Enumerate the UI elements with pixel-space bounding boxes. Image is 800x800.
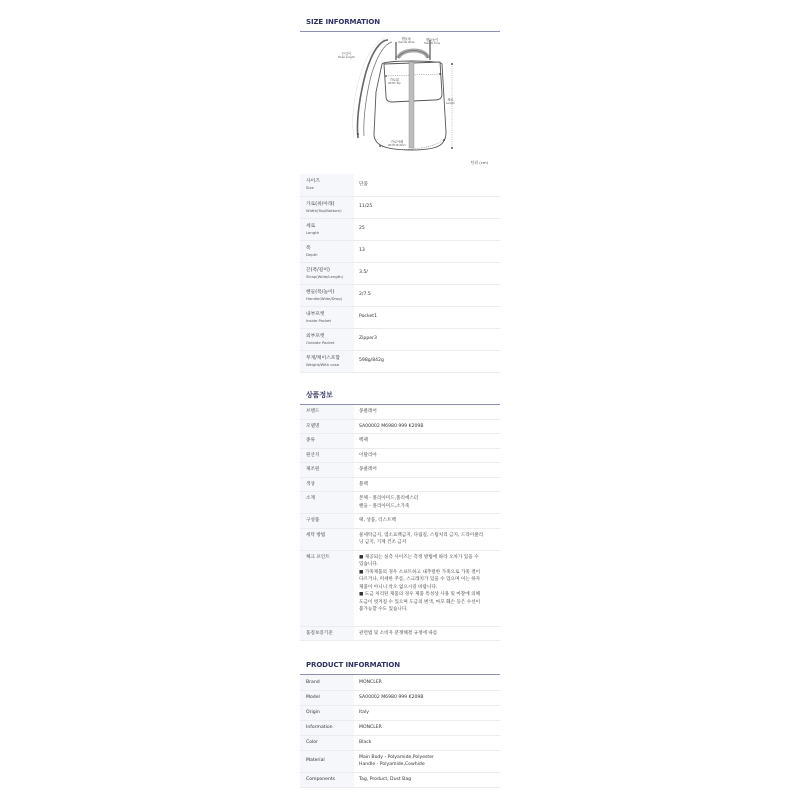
- row-value: ■ 제공되는 실측 사이즈는 측정 방법에 따라 오차가 있을 수 있습니다. ■ 가죽제품의 경우 소프트하고 내추럴한 가죽으로 가죽 결이 다르거나, 미세한 주름, 스크래치가 있을 수 있으며 이는 하자 제품이 아니니 착오 없으시길 바랍니다. ■ 도금 처리된 제품의 경우 제품 특성상 사용 및 마찰에 의해 도금이 벗겨질 수 있으며 도금의 변색, 마모 훼손 등은 수선이 불가능할 수도 있습니다.: [354, 550, 500, 626]
- row-label: 원산지: [300, 448, 354, 463]
- row-value: 백팩: [354, 434, 500, 449]
- table-row: [300, 772, 500, 787]
- table-row: [300, 405, 500, 420]
- row-label: 색상: [300, 477, 354, 492]
- row-value: Tag, Product, Dust Bag: [354, 772, 500, 787]
- row-label: 외부포켓: [306, 333, 325, 339]
- table-row: [300, 240, 500, 262]
- row-label: 사이즈: [306, 179, 320, 185]
- row-value: 11/25: [354, 196, 500, 218]
- width-top-label: 가로위 Width Top: [388, 78, 401, 85]
- table-row: [300, 284, 500, 306]
- row-label: 폭: [306, 245, 311, 251]
- kr-product-info-table: [300, 405, 500, 642]
- row-value: 13: [354, 240, 500, 262]
- handle-drop-label: 핸들높이 Handle Drop: [424, 38, 441, 45]
- row-label: 제조원: [300, 463, 354, 478]
- row-label: Color: [300, 735, 354, 750]
- row-label: 내부포켓: [306, 311, 325, 317]
- row-value: 물세탁금지, 염소표백금지, 다림질, 스팀처리 금지, 드라이클리 닝 금지, 기계 건조 금지: [354, 528, 500, 550]
- row-label: 브랜드: [300, 405, 354, 420]
- row-label: 핸들(폭/높이): [306, 289, 335, 295]
- row-value: 2/7.5: [354, 284, 500, 306]
- row-value: Zipper3: [354, 328, 500, 350]
- row-value: 몽클레어: [354, 405, 500, 420]
- row-value: 블랙: [354, 477, 500, 492]
- row-value: 3.5/: [354, 262, 500, 284]
- row-value: 이탈리아: [354, 448, 500, 463]
- strap-length-label: 끈길이 Strap Length: [338, 52, 355, 59]
- size-table: [300, 174, 500, 373]
- table-row: [300, 477, 500, 492]
- table-row: [300, 262, 500, 284]
- table-row: [300, 463, 500, 478]
- unit-label: 단위 (cm): [470, 160, 488, 165]
- row-label: 끈(폭/길이): [306, 267, 330, 273]
- row-label-en: Outside Pocket: [306, 339, 335, 345]
- row-label: Components: [300, 772, 354, 787]
- row-label: Model: [300, 690, 354, 705]
- kr-product-info-heading: 상품정보: [306, 390, 333, 399]
- row-value: MONCLER: [354, 720, 500, 735]
- row-label-en: Handle(Wide/Drop): [306, 295, 343, 301]
- row-value: 택, 상품, 더스트백: [354, 514, 500, 529]
- table-row: [300, 218, 500, 240]
- row-label-en: Size: [306, 185, 314, 191]
- row-label: 세로: [306, 223, 316, 229]
- table-row: [300, 735, 500, 750]
- handle-wide-label: 핸들폭 Handle Wide: [398, 37, 415, 44]
- table-row: [300, 690, 500, 705]
- table-row: [300, 448, 500, 463]
- table-row: [300, 528, 500, 550]
- table-row: [300, 434, 500, 449]
- table-row: [300, 626, 500, 641]
- table-row: [300, 514, 500, 529]
- table-row: [300, 419, 500, 434]
- row-label: 가로(위/아래): [306, 201, 335, 207]
- row-value: Black: [354, 735, 500, 750]
- table-row: [300, 350, 500, 372]
- table-row: [300, 720, 500, 735]
- row-value: 몽클레어: [354, 463, 500, 478]
- row-value: 본체 - 폴리아미드,폴리에스터 핸들 - 폴리아미드,소가죽: [354, 492, 500, 514]
- row-label-en: Weight/With case: [306, 361, 340, 367]
- row-value: 관련법 및 소비자 분쟁해결 규정에 따름: [354, 626, 500, 641]
- row-value: Pocket1: [354, 306, 500, 328]
- row-label-en: Length: [306, 229, 320, 235]
- row-label: 종류: [300, 434, 354, 449]
- row-label: 구성품: [300, 514, 354, 529]
- table-row: [300, 705, 500, 720]
- table-row: [300, 492, 500, 514]
- product-detail-column: [300, 0, 500, 788]
- row-value: MONCLER: [354, 675, 500, 690]
- length-label: 세로 Length: [446, 98, 455, 105]
- row-label-en: Strap(Wide/Length): [306, 273, 344, 279]
- row-value: Italy: [354, 705, 500, 720]
- backpack-size-diagram: [300, 32, 500, 165]
- table-row: [300, 750, 500, 772]
- en-product-info-heading: PRODUCT INFORMATION: [306, 661, 401, 669]
- row-label: 무게/케이스포함: [306, 355, 341, 361]
- row-value: 598g/842g: [354, 350, 500, 372]
- row-label: Origin: [300, 705, 354, 720]
- size-info-heading: SIZE INFORMATION: [306, 18, 380, 26]
- row-label: Brand: [300, 675, 354, 690]
- table-row: [300, 306, 500, 328]
- en-product-info-table: [300, 675, 500, 788]
- width-bottom-label: 가로아래 Width Bottom: [388, 140, 406, 147]
- row-label: 세탁 방법: [300, 528, 354, 550]
- row-label: 품질보증기준: [300, 626, 354, 641]
- table-row: [300, 196, 500, 218]
- row-label: 체크 포인트: [300, 550, 354, 626]
- table-row: [300, 675, 500, 690]
- row-label-en: Depth: [306, 251, 318, 257]
- table-row: [300, 328, 500, 350]
- row-value: Main Body - Polyamide,Polyester Handle - Polyamide,Cowhide: [354, 750, 500, 772]
- row-label: 모델명: [300, 419, 354, 434]
- row-value: 25: [354, 218, 500, 240]
- row-value: 단품: [354, 174, 500, 196]
- table-row: [300, 174, 500, 196]
- row-value: SA00002 M6980 999 K209B: [354, 690, 500, 705]
- table-row: [300, 550, 500, 626]
- row-label: Material: [300, 750, 354, 772]
- row-label-en: Inside Pocket: [306, 317, 331, 323]
- row-label: 소재: [300, 492, 354, 514]
- row-value: SA00002 M6980 999 K209B: [354, 419, 500, 434]
- row-label: Information: [300, 720, 354, 735]
- row-label-en: Width(Top/Bottom): [306, 207, 342, 213]
